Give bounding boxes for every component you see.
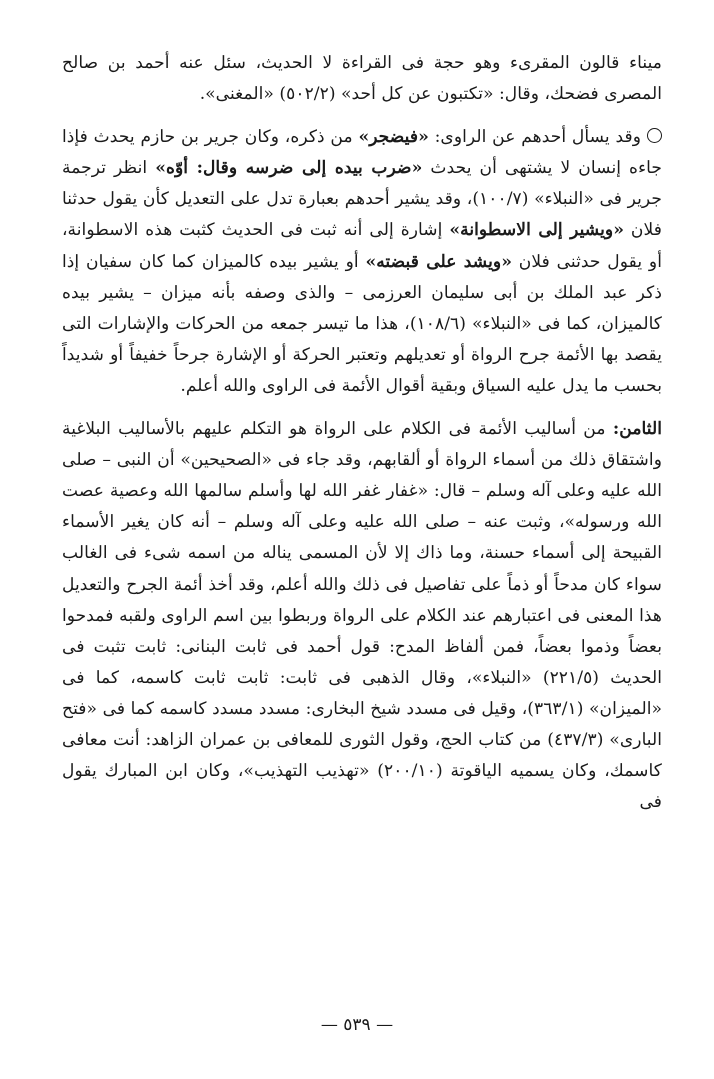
emphasis-3: «ويشير إلى الاسطوانة» <box>449 220 624 241</box>
emphasis-2: «ضرب بيده إلى ضرسه وقال: أوّه» <box>155 158 423 179</box>
paragraph-2-text-1: وقد يسأل أحدهم عن الراوى: <box>428 127 641 148</box>
paragraph-3 <box>62 414 662 818</box>
paragraph-2-text-3: انظر ترجمة جرير فى «النبلاء» (١٠٠/٧)، وقد يشير أحدهم بعبارة تدل على التعديل كأن يقول حدثنا فلان <box>62 158 663 241</box>
paragraph-2-text-2: من ذكره، وكان جرير بن حازم يحدث فإذا جاءه إنسان لا يشتهى أن يحدث <box>62 127 663 179</box>
paragraph-2-text-5: أو يشير بيده كالميزان كما كان سفيان إذا ذكر عبد الملك بن أبى سليمان العرزمى – والذى وصفه بأنه ميزان – يشير بيده كالميزان، كما فى «النبلاء» (١٠٨/٦)، هذا ما تيسر جمعه من الحركات والإشارات التى يقصد بها الأئمة جرح الرواة أو تعديلهم وتعتبر الحركة أو الإشارة جرحاً خفيفاً أو شديداً بحسب ما يدل عليه السياق وبقية أقوال الأئمة فى الراوى والله أعلم. <box>62 251 662 396</box>
paragraph-2-text-4: إشارة إلى أنه ثبت فى الحديث كثبت هذه الاسطوانة، أو يقول حدثنى فلان <box>62 220 663 272</box>
circle-bullet-icon <box>647 128 662 143</box>
paragraph-3-text: من أساليب الأئمة فى الكلام على الرواة هو التكلم عليهم بالأساليب البلاغية واشتقاق ذلك من أسماء الرواة أو ألقابهم، وقد جاء فى «الصحيحين» أن النبى – صلى الله عليه وعلى آله وسلم – قال: «غفار غفر الله لها وأسلم سالمها الله وعصية عصت الله ورسوله»، وثبت عنه – صلى الله عليه وعلى آله وسلم – أنه كان يغير الأسماء القبيحة إلى أسماء حسنة، وما ذاك إلا لأن المسمى يناله من اسمه شىء فى الغالب سواء كان مدحاً أو ذماً على تفاصيل فى ذلك والله أعلم، وقد أخذ أئمة الجرح والتعديل هذا المعنى فى اعتبارهم عند الكلام على الرواة وربطوا بين اسم الراوى ولقبه فمدحوا بعضاً وذموا بعضاً، فمن ألفاظ المدح: قول أحمد فى ثابت البنانى: ثابت تثبت فى الحديث (٢٢١/٥) «النبلاء»، وقال الذهبى فى ثابت: ثابت ثابت كاسمه، كما فى «الميزان» (٣٦٣/١)، وقيل فى مسدد شيخ البخارى: مسدد مسدد كاسمه كما فى «فتح البارى» (٤٣٧/٣) من كتاب الحج، وقول الثورى للمعافى بن عمران الزاهد: أنت معافى كاسمك، وكان يسميه الياقوتة (٢٠٠/١٠) «تهذيب التهذيب»، وكان ابن المبارك يقول فى <box>62 419 663 813</box>
paragraph-2 <box>62 122 662 402</box>
emphasis-1: «فيضجر» <box>358 127 429 148</box>
emphasis-4: «ويشد على قبضته» <box>365 251 512 272</box>
section-label: الثامن: <box>612 419 662 440</box>
paragraph-1: ميناء قالون المقرىء وهو حجة فى القراءة لا الحديث، سئل عنه أحمد بن صالح المصرى فضحك، وقال: «تكتبون عن كل أحد» (٥٠٢/٢) «المغنى». <box>62 53 662 105</box>
page-number: — ٥٣٩ — <box>320 1015 394 1035</box>
page-body <box>62 48 662 818</box>
